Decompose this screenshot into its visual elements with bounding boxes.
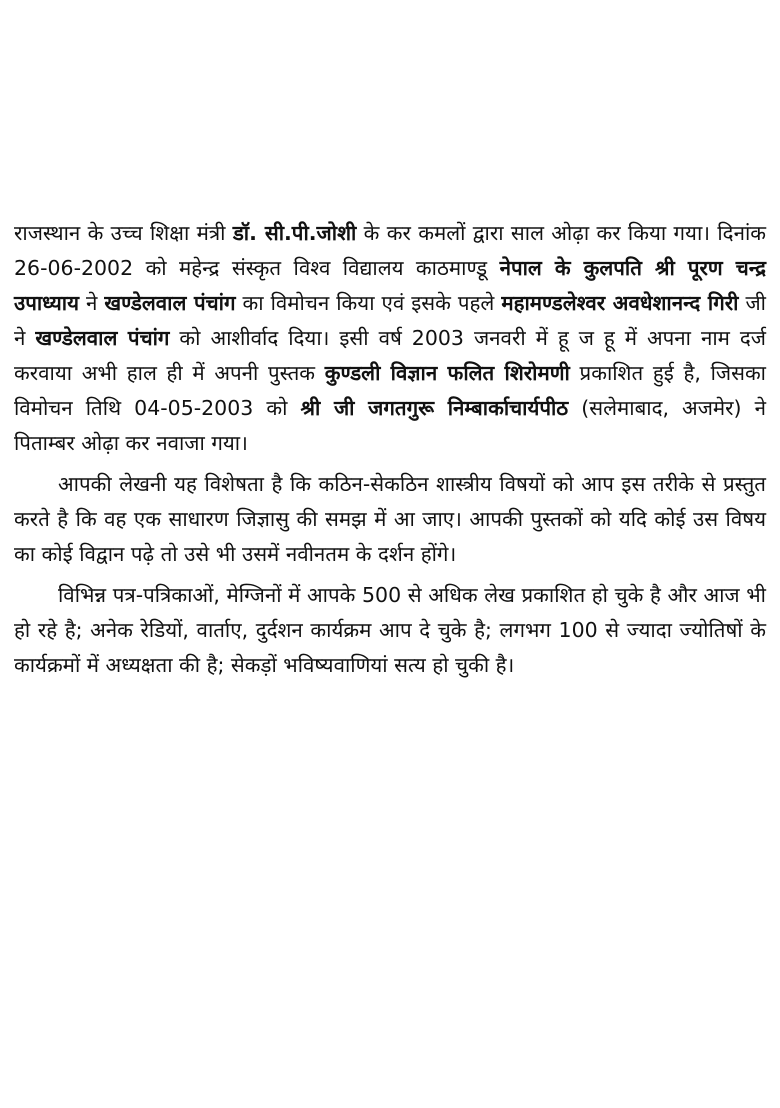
bold-phrase: श्री जी जगतगुरू निम्बार्काचार्यपीठ	[300, 396, 569, 420]
bold-phrase: नेपाल के कुलपति श्री पूरण चन्द्र उपाध्याय	[14, 256, 766, 315]
text-segment: आपकी लेखनी यह विशेषता है कि कठिन-सेकठिन शास्त्रीय विषयों को आप इस तरीके से प्रस्तुत करते है कि वह एक साधारण जिज्ञासु की समझ में आ जाए। आपकी पुस्तकों को यदि कोई उस विषय का कोई विद्वान पढ़े तो उसे भी उसमें नवीनतम के दर्शन होंगे।	[14, 472, 766, 566]
bold-phrase: कुण्डली विज्ञान फलित शिरोमणी	[324, 361, 570, 385]
text-segment: राजस्थान के उच्च शिक्षा मंत्री	[14, 221, 233, 245]
text-segment: का विमोचन किया एवं इसके पहले	[235, 291, 502, 315]
bold-phrase: खण्डेलवाल पंचांग	[35, 326, 170, 350]
text-segment: को आशीर्वाद दिया। इसी वर्ष 2003 जनवरी में हू ज हू में अपना नाम दर्ज करवाया अभी हाल ही में अपनी पुस्तक	[14, 326, 766, 385]
body-text	[14, 216, 766, 683]
bold-phrase: खण्डेलवाल पंचांग	[104, 291, 236, 315]
paragraph-2	[14, 467, 766, 572]
text-segment: ने	[79, 291, 105, 315]
paragraph-3	[14, 578, 766, 683]
text-segment: विभिन्न पत्र-पत्रिकाओं, मेग्जिनों में आपके 500 से अधिक लेख प्रकाशित हो चुके है और आज भी हो रहे है; अनेक रेडियों, वार्ताए, दुर्दशन कार्यक्रम आप दे चुके है; लगभग 100 से ज्यादा ज्योतिषों के कार्यक्रमों में अध्यक्षता की है; सेकड़ों भविष्यवाणियां सत्य हो चुकी है।	[14, 583, 766, 677]
text-segment: के कर कमलों द्वारा साल ओढ़ा कर किया गया। दिनांक 26-06-2002 को महेन्द्र संस्कृत विश्व विद्यालय काठमाण्डू	[14, 221, 766, 280]
paragraph-1	[14, 216, 766, 461]
bold-phrase: महामण्डलेश्वर अवधेशानन्द गिरी	[501, 291, 739, 315]
text-segment: प्रकाशित हुई है, जिसका विमोचन तिथि 04-05-2003 को	[14, 361, 766, 420]
bold-phrase: डॉ. सी.पी.जोशी	[232, 221, 357, 245]
text-segment: जी ने	[14, 291, 766, 350]
text-segment: (सलेमाबाद, अजमेर) ने पिताम्बर ओढ़ा कर नवाजा गया।	[14, 396, 766, 455]
